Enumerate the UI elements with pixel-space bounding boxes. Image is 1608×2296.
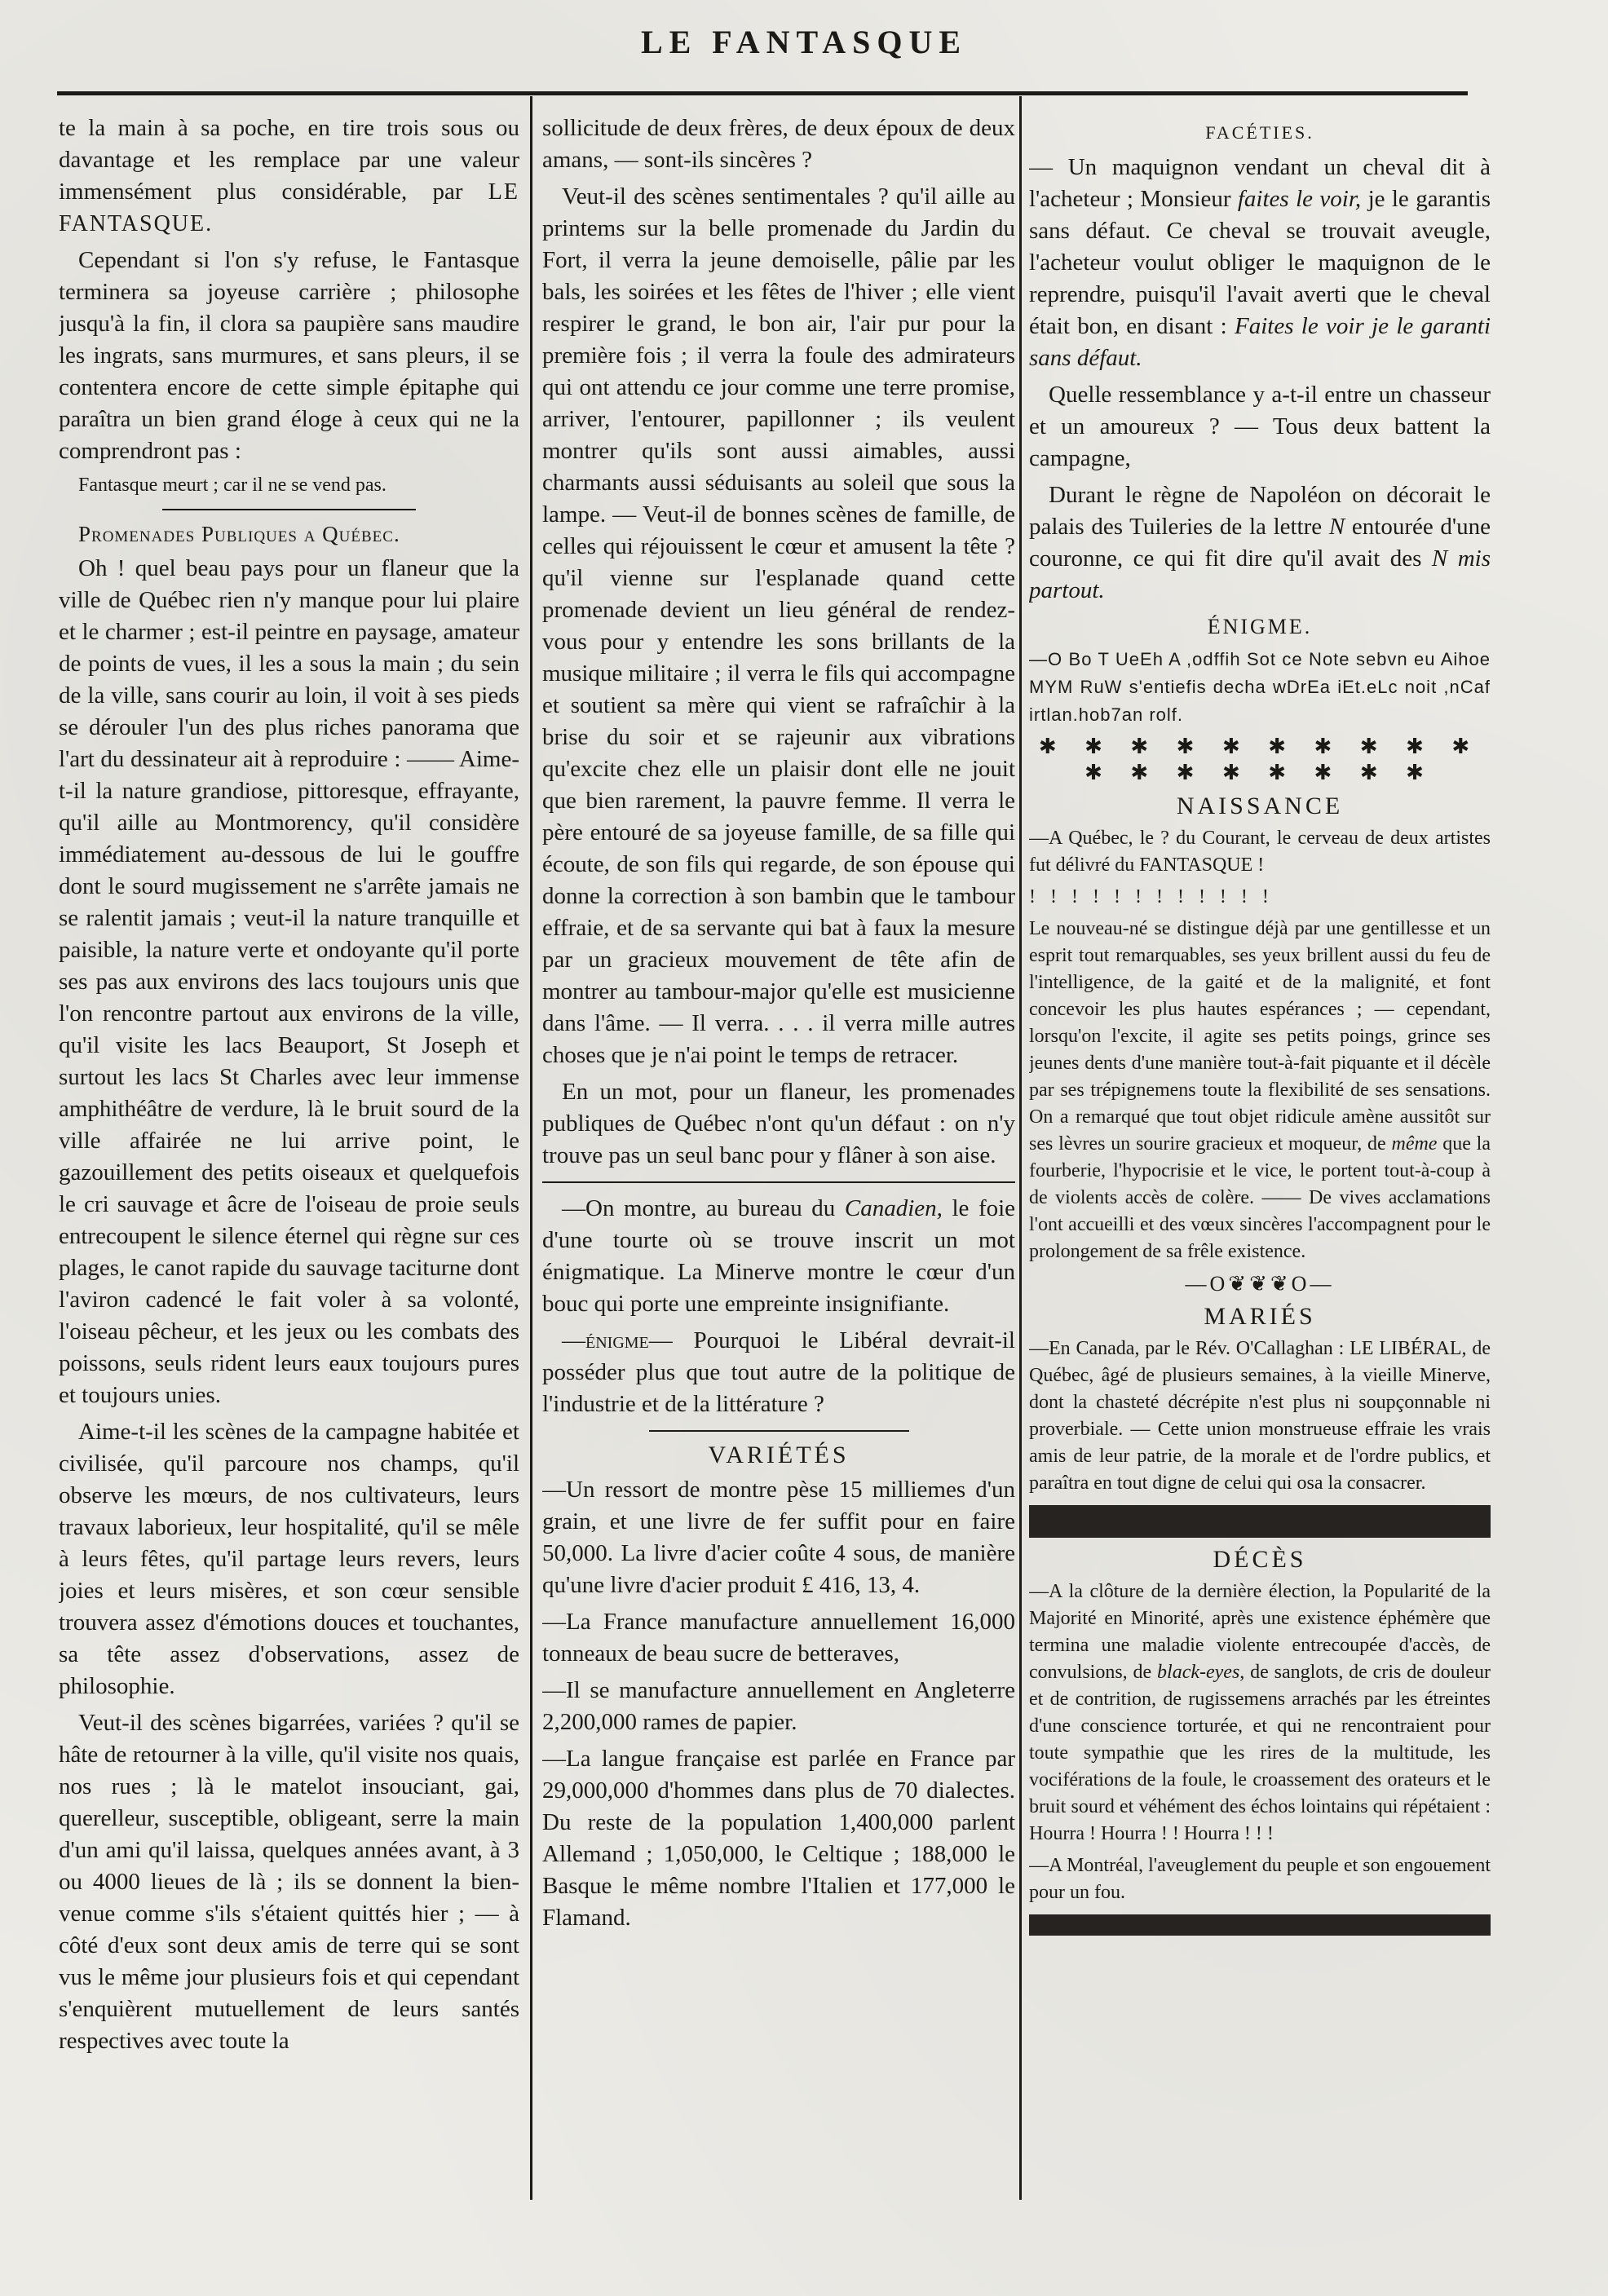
col2-paragraph-3: En un mot, pour un flaneur, les promenades publiques de Québec n'ont qu'un défaut : on n'y trouve pas un seul banc pour y flâner à son aise. <box>542 1079 1015 1168</box>
col2-paragraph-5 <box>542 1325 1015 1420</box>
deces-title: DÉCÈS <box>1213 1546 1307 1573</box>
col1-paragraph-1 <box>59 113 519 240</box>
col1-paragraph-5: Veut-il des scènes bigarrées, variées ? qu'il se hâte de retourner à la ville, qu'il visite nos quais, nos rues ; là le matelot insouciant, gai, querelleur, susceptible, obligeant, serre la main d'un ami qu'il laissa, quelques années avant, à 3 ou 4000 lieues de là ; ils se donnent la bien-venue comme s'ils s'étaient quittés hier ; — à côté d'eux sont deux amis de terre qui se sont vus le même jour plusieurs fois et qui cependant s'enquièrent mutuellement de leurs santés respectives avec toute la <box>59 1710 519 2054</box>
col2-paragraph-2: Veut-il des scènes sentimentales ? qu'il aille au printems sur la belle promenade du Jardin du Fort, il verra la jeune demoiselle, pâlie par les bals, les soirées et les fêtes de l'hiver ; elle vient respirer le grand, le bon air, l'air pur pour la première fois ; il verra la foule des admirateurs qui ont attendu ce jour comme une terre promise, arriver, l'entourer, papillonner ; ils veulent montrer qu'ils sont aussi aimables, aussi charmants aussi séduisants au soleil que sous la lampe. — Veut-il de bonnes scènes de famille, de celles qui réjouissent le cœur et amusent la tête ? qu'il vienne sur l'esplanade quand cette promenade devient un lieu général de rendez-vous pour y entendre les sons brillants de la musique militaire ; il verra le fils qui accompagne et soutient sa mère qui vient se rafraîchir à la brise du soir et se rajeunir aux vibrations qu'excite chez elle un plaisir dont elle ne jouit que bien rarement, la pauvre femme. Il verra le père entouré de sa joyeuse famille, de sa fille qui écoute, de son fils qui regarde, de son épouse qui donne la correction à son bambin que le tambour effraie, et de sa servante qui bat à faux la mesure par un gracieux mouvement de tête afin de montrer au tambour-major qu'elle est musicienne dans l'âme. — Il verra. . . . il verra mille autres choses que je n'ai point le temps de retracer. <box>542 183 1015 1068</box>
col1-p1-sign-pre: par <box>432 179 463 205</box>
facetie-3-italic-1: N <box>1328 514 1345 540</box>
deces-2: —A Montréal, l'aveuglement du peuple et son engouement pour un fou. <box>1029 1855 1491 1903</box>
naissance-2-italic: même <box>1391 1133 1438 1155</box>
naissance-1: —A Québec, le ? du Courant, le cerveau de deux artistes fut délivré du FANTASQUE ! <box>1029 828 1491 876</box>
col2-p5-text: Pourquoi le Libéral devrait-il posséder plus que tout autre de la politique de l'industrie et de la littérature ? <box>542 1327 1015 1417</box>
enigme-cipher: —O Bo T UeEh A ,odffih Sot ce Note sebvn eu Aihoe MYM RuW s'entiefis decha wDrEa iEt.eLc noit ,nCaf irtlan.hob7an rolf. <box>1029 649 1491 725</box>
col1-paragraph-3: Oh ! quel beau pays pour un flaneur que la ville de Québec rien n'y manque pour lui plaire et le charmer ; est-il peintre en paysage, amateur de points de vues, il les a sous la main ; du sein de la ville, sans courir au loin, il voit à ses pieds se dérouler l'un des plus riches panorama que l'art du dessinateur ait à reproduire : —— Aime-t-il la nature grandiose, pittoresque, effrayante, qu'il aille au Montmorency, qu'il considère immédiatement au-dessous de lui le gouffre dont le sourd mugissement ne s'arrête jamais ne se ralentit jamais ; veut-il la nature tranquille et paisible, la nature verte et ondoyante qu'il porte ses pas aux environs des lacs toujours unis que l'on rencontre partout aux environs de la ville, qu'il visite les lacs Beauport, St Joseph et surtout les lacs St Charles avec leur immense amphithéâtre de verdure, là le bruit sourd de la ville affairée ne lui arrive point, le gazouillement des petits oiseaux et quelquefois le cri sauvage et âcre de l'oiseau de proie seuls entrecoupent le silence éternel qui règne sur ces plages, le canot rapide du sauvage taciturne dont l'aviron cadencé le fait voler à sa volonté, l'oiseau pêcheur, et les jeux ou les combats des poissons, seuls rident leurs eaux toujours pures et toujours unies. <box>59 555 519 1408</box>
mourning-bar-top <box>1029 1505 1491 1538</box>
col1-section-title: Promenades Publiques a Québec. <box>78 522 400 546</box>
deces-1-pre: —A la clôture de la dernière élection, la Popularité de la Majorité en Minorité, après une existence éphémère que termina une maladie violente entrecoupée d'accès, de convulsions, de <box>1029 1581 1491 1683</box>
naissance-title: NAISSANCE <box>1176 793 1344 819</box>
varietes-item-1: —Un ressort de montre pèse 15 milliemes d'un grain, et une livre de fer suffit pour en faire 50,000. La livre d'acier coûte 4 sous, de manière qu'une livre d'acier produit £ 416, 13, 4. <box>542 1477 1015 1598</box>
column-1 <box>59 113 519 2265</box>
maries-1: —En Canada, par le Rév. O'Callaghan : LE LIBÉRAL, de Québec, âgé de plusieurs semaines, à la vieille Minerve, dont la chasteté décrépite n'est plus ni soupçonnable ni proverbiale. — Cette union monstrueuse effraie les vrais amis de leur patrie, de la morale et de l'ordre publics, et paraîtra en tout digne de celui qui osa la consacrer. <box>1029 1338 1491 1494</box>
facetie-1 <box>1029 152 1491 374</box>
col2-rule-2 <box>649 1430 909 1432</box>
col2-enigme-label: —énigme— <box>562 1327 673 1353</box>
facetie-3-pre: Durant le règne de Napoléon on décorait le palais des Tuileries de la lettre <box>1029 482 1491 540</box>
col2-paragraph-1: sollicitude de deux frères, de deux époux de deux amans, — sont-ils sincères ? <box>542 115 1015 173</box>
facetie-1-italic-2: Faites le voir je le garanti sans défaut. <box>1029 313 1491 371</box>
masthead: LE FANTASQUE <box>640 24 968 60</box>
col1-rule <box>162 509 416 510</box>
deces-1-post: de sanglots, de cris de douleur et de contrition, de rugissemens arrachés par les étreintes d'une conscience torturée, et qui ne rencontraient pour toute sympathie que les rires de la multitude, les vociférations de la foule, le croassement des orateurs et le bruit sourd et véhément des échos lointains qui répétaient : Hourra ! Hourra ! ! Hourra ! ! ! <box>1029 1662 1491 1844</box>
col1-paragraph-2: Cependant si l'on s'y refuse, le Fantasque terminera sa joyeuse carrière ; philosophe jusqu'à la fin, il clora sa paupière sans maudire les ingrats, sans murmures, et sans pleurs, il se contentera encore de cette simple épitaphe qui paraîtra un bien grand éloge à ceux qui ne la comprendront pas : <box>59 247 519 464</box>
column-rule-2 <box>1019 96 1022 2200</box>
col2-p4-pre: —On montre, au bureau du <box>562 1195 836 1221</box>
varietes-title: VARIÉTÉS <box>708 1442 850 1468</box>
faceties-title: FACÉTIES. <box>1205 122 1314 143</box>
facetie-3-italic-2: N mis partout. <box>1029 545 1491 603</box>
col1-epitaph: Fantasque meurt ; car il ne se vend pas. <box>78 475 387 496</box>
facetie-2: Quelle ressemblance y a-t-il entre un chasseur et un amoureux ? — Tous deux battent la campagne, <box>1029 382 1491 471</box>
enigme-title: ÉNIGME. <box>1207 615 1313 638</box>
star-ornament: ✱ ✱ ✱ ✱ ✱ ✱ ✱ ✱ ✱ ✱ ✱ ✱ ✱ ✱ ✱ ✱ ✱ ✱ <box>1038 735 1482 784</box>
col1-paragraph-4: Aime-t-il les scènes de la campagne habitée et civilisée, qu'il parcoure nos champs, qu'il observe les mœurs, de nos cultivateurs, leurs travaux laborieux, leur hospitalité, qu'il se mêle à leurs fêtes, qu'il partage leurs revers, leurs joies et leurs misères, et son cœur sensible trouvera assez d'émotions douces et touchantes, sa tête assez d'observations, assez de philosophie. <box>59 1419 519 1699</box>
naissance-2-post: que la fourberie, l'hypocrisie et le vice, le portent tout-à-coup à de violents accès de colère. —— De vives acclamations l'ont accueilli et des vœux sincères l'accompagnent pour le prolongement de sa frêle existence. <box>1029 1133 1491 1262</box>
naissance-2 <box>1029 916 1491 1265</box>
deces-1 <box>1029 1578 1491 1848</box>
masthead-rule <box>57 91 1468 95</box>
varietes-item-2: —La France manufacture annuellement 16,000 tonneaux de beau sucre de betteraves, <box>542 1609 1015 1667</box>
varietes-item-4: —La langue française est parlée en France par 29,000,000 d'hommes dans plus de 70 dialectes. Du reste de la population 1,400,000 parlent Allemand ; 1,050,000, le Celtique ; 188,000 le Basque le même nombre l'Italien et 177,000 le Flamand. <box>542 1746 1015 1931</box>
column-2 <box>542 113 1015 2265</box>
facetie-1-mid: je le garantis sans défaut. Ce cheval se trouvait aveugle, l'acheteur voulut obliger le maquignon de le reprendre, puisqu'il l'avait averti que le cheval était bon, en disant : <box>1029 186 1491 339</box>
column-rule-1 <box>530 96 532 2200</box>
col2-p4-italic: Canadien, <box>844 1195 943 1221</box>
col2-paragraph-4 <box>542 1193 1015 1320</box>
facetie-1-pre: — Un maquignon vendant un cheval dit à l'acheteur ; Monsieur <box>1029 154 1491 212</box>
naissance-2-pre: Le nouveau-né se distingue déjà par une gentillesse et un esprit tout remarquables, ses yeux brillent aussi du feu de l'intelligence, de la gaité et de la malignité, et font concevoir les plus hautes espérances ; — cependant, lorsqu'on l'excite, il agite ses petits poings, grince ses jeunes dents d'une manière tout-à-fait piquante et il décèle par ses trépignemens toute la flexibilité de ses sensations. On a remarqué que tout objet ridicule amène aussitôt sur ses lèvres un sourire gracieux et moqueur, de <box>1029 918 1491 1155</box>
varietes-item-3: —Il se manufacture annuellement en Angleterre 2,200,000 rames de papier. <box>542 1677 1015 1735</box>
facetie-1-italic-1: faites le voir, <box>1237 186 1362 212</box>
facetie-3 <box>1029 479 1491 607</box>
flourish-ornament: —O❦❦❦O— <box>1185 1272 1335 1296</box>
mourning-bar-bottom <box>1029 1914 1491 1936</box>
maries-title: MARIÉS <box>1204 1303 1316 1330</box>
column-3 <box>1029 113 1491 2265</box>
naissance-marks: ! ! ! ! ! ! ! ! ! ! ! ! <box>1029 886 1274 907</box>
facetie-3-mid: entourée d'une couronne, ce qui fit dire qu'il avait des <box>1029 514 1491 572</box>
col2-p4-post: le foie d'une tourte où se trouve inscrit un mot énigmatique. La Minerve montre le cœur d'un bouc qui porte une empreinte insignifiante. <box>542 1195 1015 1317</box>
deces-1-italic: black-eyes, <box>1157 1662 1245 1683</box>
col1-p1-signature: LE FANTASQUE. <box>59 179 519 236</box>
col2-rule-1 <box>542 1181 1015 1183</box>
col1-p1-text: te la main à sa poche, en tire trois sous ou davantage et les remplace par une valeur immensément plus considérable, <box>59 115 519 205</box>
